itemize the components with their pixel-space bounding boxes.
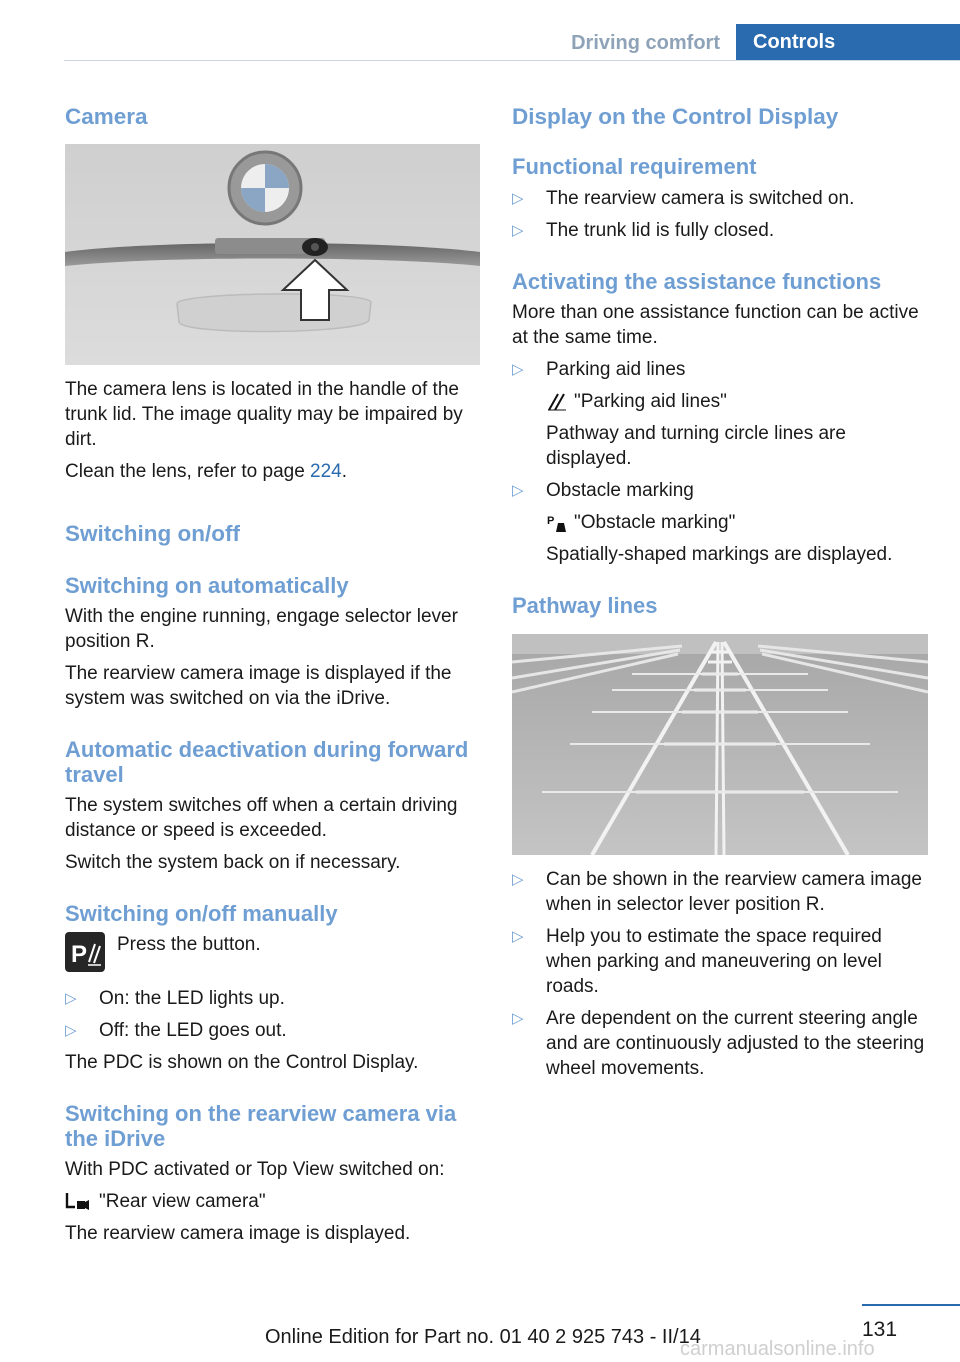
bullet-triangle-icon: ▷ xyxy=(512,482,524,499)
pathway-lines-list xyxy=(512,867,928,1081)
auto-deactivation-heading: Automatic deactivation during forward travel xyxy=(65,737,469,787)
footer-divider xyxy=(862,1304,960,1306)
bullet-triangle-icon: ▷ xyxy=(65,990,77,1007)
list-item xyxy=(65,986,481,1011)
manual-heading: Switching on/off manually xyxy=(65,901,338,926)
parking-aid-lines-menu-item: "Parking aid lines" xyxy=(574,391,727,412)
page-224-link[interactable]: 224 xyxy=(310,461,342,482)
parking-aid-lines-desc: Pathway and turning circle lines are displayed. xyxy=(546,423,846,469)
watermark: carmanualsonline.info xyxy=(680,1338,875,1360)
auto-on-heading: Switching on automatically xyxy=(65,573,349,598)
bullet-triangle-icon: ▷ xyxy=(512,190,524,207)
idrive-heading: Switching on the rearview camera via the iDrive xyxy=(65,1101,457,1151)
auto-deactivation-paragraph-1: The system switches off when a certain driving distance or speed is exceeded. xyxy=(65,795,458,841)
bullet-triangle-icon: ▷ xyxy=(512,928,524,945)
rear-view-camera-menu-item: "Rear view camera" xyxy=(99,1191,266,1212)
obstacle-marking-title: Obstacle marking xyxy=(546,480,694,501)
display-heading: Display on the Control Display xyxy=(512,104,839,129)
list-item xyxy=(512,186,928,211)
obstacle-marking-icon xyxy=(546,513,568,533)
list-item-text: The trunk lid is fully closed. xyxy=(546,220,775,241)
header-chapter-tab[interactable]: Controls xyxy=(736,24,960,61)
manual-paragraph: The PDC is shown on the Control Display. xyxy=(65,1052,419,1073)
auto-on-paragraph-2: The rearview camera image is displayed if the system was switched on via the iDrive. xyxy=(65,663,452,709)
bullet-triangle-icon: ▷ xyxy=(512,361,524,378)
parking-aid-lines-title: Parking aid lines xyxy=(546,359,686,380)
parking-aid-lines-menu-row xyxy=(546,389,928,414)
list-item-text: Help you to estimate the space required when parking and maneuvering on level roads. xyxy=(546,926,882,997)
camera-heading: Camera xyxy=(65,104,148,129)
edition-note: Online Edition for Part no. 01 40 2 925 743 - II/14 xyxy=(265,1326,701,1348)
list-item xyxy=(512,478,928,567)
svg-text:P: P xyxy=(71,941,88,968)
page-number: 131 xyxy=(862,1318,898,1341)
list-item xyxy=(65,1018,481,1043)
switching-heading: Switching on/off xyxy=(65,521,240,546)
list-item-text: On: the LED lights up. xyxy=(99,988,285,1009)
left-column xyxy=(65,100,481,1246)
manual-list xyxy=(65,986,481,1043)
list-item xyxy=(512,357,928,471)
list-item-text: The rearview camera is switched on. xyxy=(546,188,855,209)
right-column xyxy=(512,100,928,1081)
bullet-triangle-icon: ▷ xyxy=(512,871,524,888)
camera-location-image xyxy=(65,144,480,365)
list-item xyxy=(512,924,928,999)
obstacle-marking-menu-row xyxy=(546,510,928,535)
camera-paragraph-2-text: Clean the lens, refer to page xyxy=(65,461,311,482)
header-divider xyxy=(64,60,960,61)
assistance-paragraph: More than one assistance function can be active at the same time. xyxy=(512,302,919,348)
requirement-list xyxy=(512,186,928,243)
bullet-triangle-icon: ▷ xyxy=(65,1022,77,1039)
bullet-triangle-icon: ▷ xyxy=(512,1010,524,1027)
list-item xyxy=(512,218,928,243)
list-item xyxy=(512,867,928,917)
list-item-text: Off: the LED goes out. xyxy=(99,1020,287,1041)
auto-on-paragraph-1: With the engine running, engage selector lever position R. xyxy=(65,606,458,652)
pdc-button-icon xyxy=(65,932,105,972)
manual-press-row xyxy=(65,932,481,972)
camera-paragraph-2 xyxy=(65,459,481,484)
svg-text:P: P xyxy=(547,514,555,527)
parking-aid-lines-icon xyxy=(546,392,568,412)
camera-paragraph-1: The camera lens is located in the handle of the trunk lid. The image quality may be impaired by dirt. xyxy=(65,379,463,450)
idrive-paragraph-2: The rearview camera image is displayed. xyxy=(65,1223,411,1244)
list-item-text: Can be shown in the rearview camera image when in selector lever position R. xyxy=(546,869,922,915)
header-section: Driving comfort xyxy=(571,32,720,54)
bullet-triangle-icon: ▷ xyxy=(512,222,524,239)
manual-press-text: Press the button. xyxy=(117,934,261,955)
idrive-paragraph-1: With PDC activated or Top View switched on: xyxy=(65,1159,445,1180)
obstacle-marking-desc: Spatially-shaped markings are displayed. xyxy=(546,544,893,565)
rear-view-camera-icon xyxy=(65,1191,89,1213)
obstacle-marking-menu-item: "Obstacle marking" xyxy=(574,512,736,533)
idrive-menu-row xyxy=(65,1189,481,1214)
functional-requirement-heading: Functional requirement xyxy=(512,154,757,179)
auto-deactivation-paragraph-2: Switch the system back on if necessary. xyxy=(65,852,401,873)
pathway-lines-image xyxy=(512,634,928,855)
pathway-lines-heading: Pathway lines xyxy=(512,593,658,618)
list-item xyxy=(512,1006,928,1081)
list-item-text: Are dependent on the current steering angle and are continuously adjusted to the steering wheel movements. xyxy=(546,1008,925,1079)
assistance-heading: Activating the assistance functions xyxy=(512,269,882,294)
assistance-list xyxy=(512,357,928,567)
camera-paragraph-2-end: . xyxy=(341,461,348,482)
